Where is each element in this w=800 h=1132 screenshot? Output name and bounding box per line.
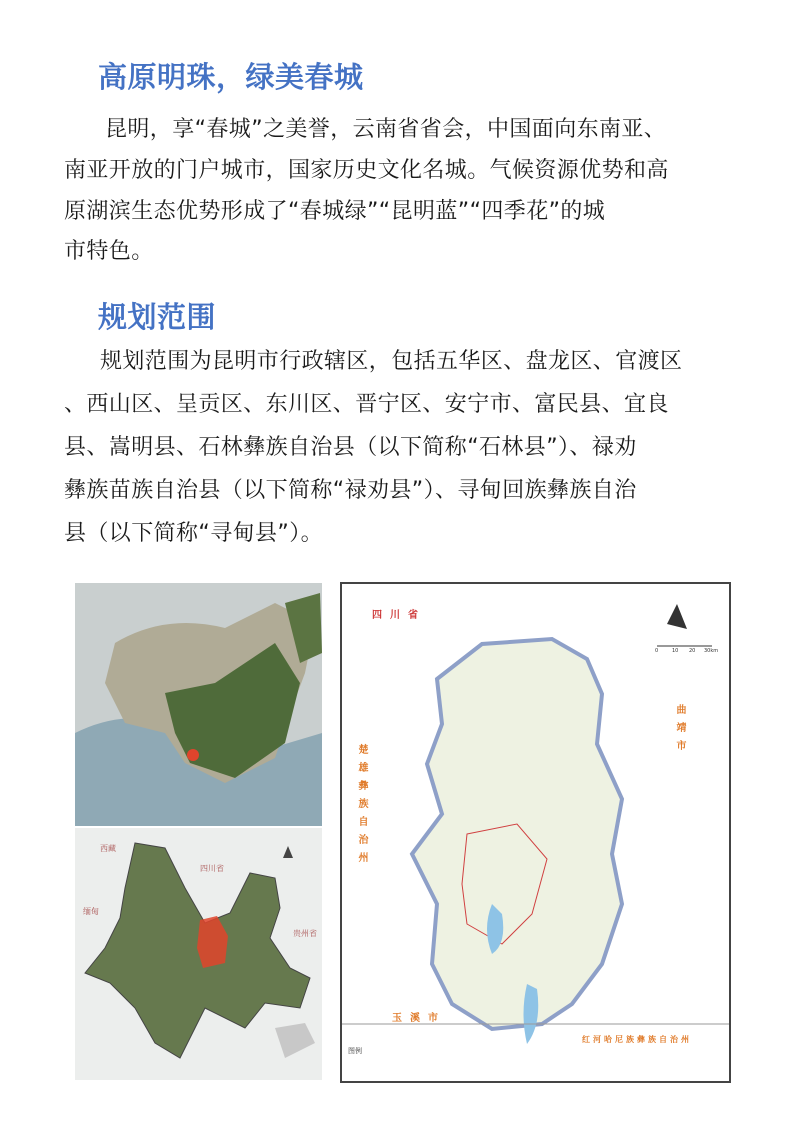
paragraph-line: 彝族苗族自治县（以下简称“禄劝县”）、寻甸回族彝族自治 (64, 478, 637, 503)
yunnan-relief-map (75, 828, 322, 1080)
china-relief-map (75, 583, 322, 826)
kunming-map-graphic (342, 584, 729, 1081)
north-arrow-icon (283, 846, 293, 858)
map-label: 西藏 (100, 844, 116, 853)
paragraph-line: 县、嵩明县、石林彝族自治县（以下简称“石林县”）、禄劝 (64, 435, 637, 460)
north-arrow-icon (667, 604, 687, 629)
map-label: 贵州省 (293, 929, 317, 938)
scale-label: 30km (704, 648, 719, 654)
heading-pearl-of-plateau: 高原明珠，绿美春城 (98, 60, 364, 94)
scale-label: 0 (655, 648, 659, 654)
yunnan-map-graphic (75, 828, 322, 1080)
heading-planning-scope: 规划范围 (98, 300, 217, 334)
map-label: 红河哈尼族彝族自治州 (582, 1035, 692, 1044)
paragraph-line: 昆明，享“春城”之美誉，云南省省会，中国面向东南亚、 (105, 117, 667, 142)
kunming-marker (187, 749, 199, 761)
paragraph-line: 原湖滨生态优势形成了“春城绿”“昆明蓝”“四季花”的城 (64, 199, 606, 224)
map-label: 曲靖市 (674, 704, 685, 758)
fuxian-lake (524, 984, 539, 1044)
paragraph-line: 市特色。 (64, 239, 154, 264)
paragraph-line: 县（以下简称“寻甸县”）。 (64, 521, 323, 546)
scale-label: 10 (672, 648, 679, 654)
legend-title: 图例 (348, 1047, 362, 1055)
paragraph-line: 规划范围为昆明市行政辖区，包括五华区、盘龙区、官渡区 (100, 349, 683, 374)
china-map-graphic (75, 583, 322, 826)
kunming-admin-map (340, 582, 731, 1083)
map-label: 玉溪市 (392, 1013, 446, 1024)
map-label: 四川省 (200, 864, 224, 873)
paragraph-line: 南亚开放的门户城市，国家历史文化名城。气候资源优势和高 (64, 158, 669, 183)
map-label: 四川省 (372, 610, 426, 621)
paragraph-line: 、西山区、呈贡区、东川区、晋宁区、安宁市、富民县、宜良 (64, 392, 669, 417)
map-label: 缅甸 (83, 907, 99, 916)
map-label: 楚雄彝族自治州 (356, 744, 367, 870)
scale-label: 20 (689, 648, 696, 654)
